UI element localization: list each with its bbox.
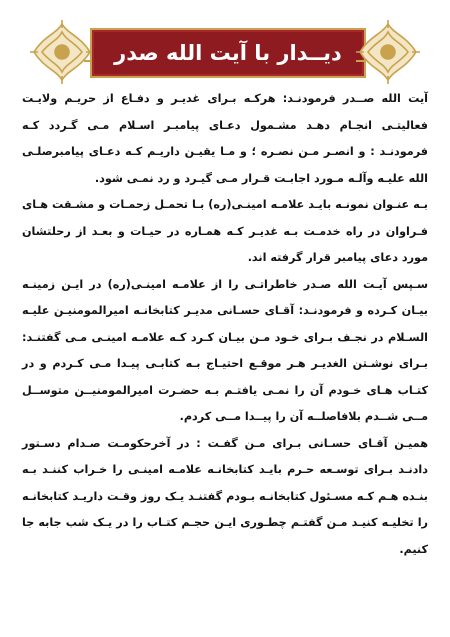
article-body: [22, 86, 428, 563]
title-banner: [90, 28, 366, 78]
title-banner-area: [0, 18, 450, 82]
paragraph-3: سـپس آیـت الله صـدر خاطراتـی را از علامـه امینـی(ره) در ایـن زمینـه بیـان کـرده و فرمودنـد: آقـای حسـانی مدیـر کتابخانـه امیرالمومنیـن علیـه السـلام در نجـف بـرای خـود مـن بیـان کـرد کـه علامـه امینـی مـی گفتنـد: بـرای نوشـتن الغدیـر هـر موقـع احتیـاج بـه کتابـی پیـدا مـی کـردم و در کتـاب هـای خـودم آن را نمـی یافتـم بـه حضـرت امیرالمومنیــن متوســل مــی شــدم بلافاصلــه آن را پیــدا مــی کردم.: [22, 277, 428, 423]
ornament-left-icon: [28, 18, 96, 86]
paragraph-1: آیت الله صــدر فرمودنـد: هرکـه بـرای غدیـر و دفـاع از حریـم ولایـت فعالیتـی انجـام دهـد مشـمول دعـای پیامبـر اسـلام مـی گـردد کـه فرمودنـد : و انصـر مـن نصـره ؛ و مـا یقیـن داریـم کـه دعـای پیامبرصلـی الله علیـه وآلـه مـورد اجابـت قـرار مـی گیـرد و رد نمـی شود.: [22, 92, 428, 185]
paragraph-2: بـه عنـوان نمونـه بایـد علامـه امینـی(ره) بـا تحمـل زحمـات و مشـقت هـای فـراوان در راه خدمـت بـه غدیـر کـه همـاره در حیـات و بعـد از رحلتشان مورد دعای پیامبر قرار گرفته اند.: [22, 198, 428, 264]
ornament-right-icon: [354, 18, 422, 86]
page-title: دیــدار با آیت الله صدر: [114, 41, 342, 65]
paragraph-4: همیـن آقـای حسـانی بـرای مـن گفـت : در آخرحکومـت صـدام دسـتور دادنـد بـرای توسـعه حـرم بایـد کتابخانـه علامـه امینـی را خـراب کننـد بـه بنـده هـم کـه مسـئول کتابخانـه بـودم گفتنـد یـک روز وقـت داریـد کتابخانـه را تخلیـه کنیـد مـن گفتـم چطـوری ایـن حجـم کتـاب را در یـک شب جابه جا کنیم.: [22, 436, 428, 556]
